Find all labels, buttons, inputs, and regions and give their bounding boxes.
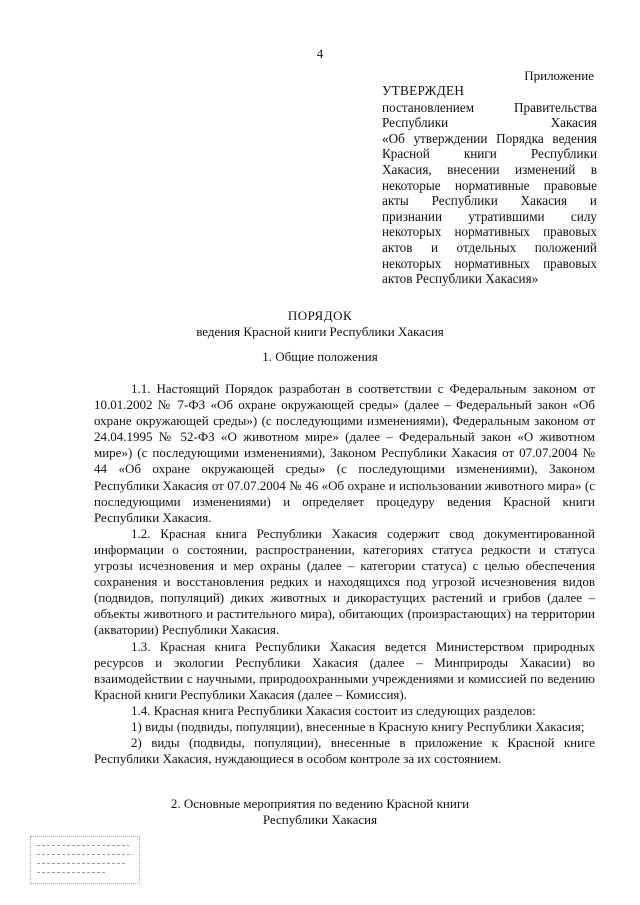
stamp-mark bbox=[30, 836, 140, 884]
section-2-title bbox=[0, 796, 640, 828]
document-title-block bbox=[0, 308, 640, 340]
section-1-title: 1. Общие положения bbox=[262, 349, 378, 364]
approval-line: некоторых нормативных правовых bbox=[382, 224, 597, 240]
paragraph-1-2: 1.2. Красная книга Республики Хакасия содержит свод документированной информации о состоянии, распространении, категориях статуса редкости и статуса угрозы исчезновения и мер охраны (далее – категории статуса) с целью обеспечения сохранения и восстановления редких и находящихся под угрозой исчезновения видов (подвидов, популяций) диких животных и дикорастущих растений и грибов (далее – объекты животного и растительного мира), обитающих (произрастающих) на территории (акватории) Республики Хакасия. bbox=[94, 525, 595, 638]
approval-line: некоторых нормативных правовых bbox=[382, 255, 597, 271]
paragraph-1-3: 1.3. Красная книга Республики Хакасия ведется Министерством природных ресурсов и экологии Республики Хакасия (далее – Минприроды Хакасии) во взаимодействии с научными, природоохранными учреждениями и комиссией по ведению Красной книги Республики Хакасия (далее – Комиссия). bbox=[94, 638, 595, 702]
paragraph-1-1: 1.1. Настоящий Порядок разработан в соответствии с Федеральным законом от 10.01.2002 № 7-ФЗ «Об охране окружающей среды» (далее – Федеральный закон «Об охране окружающей среды») (с последующими изменениями), Федеральным законом от 24.04.1995 № 52-ФЗ «О животном мире» (далее – Федеральный закон «О животном мире») (с последующими изменениями), Законом Республики Хакасия от 07.07.2004 № 44 «Об охране окружающей среды» (с последующими изменениями), Законом Республики Хакасия от 07.07.2004 № 46 «Об охране и использовании животного мира» (с последующими изменениями) и определяет процедуру ведения Красной книги Республики Хакасия. bbox=[94, 381, 595, 525]
approval-line: признании утратившими силу bbox=[382, 208, 597, 224]
approval-line: акты Республики Хакасия и bbox=[382, 193, 597, 209]
list-item-2: 2) виды (подвиды, популяции), внесенные в приложение к Красной книге Республики Хакасия, нуждающиеся в особом контроле за их состоянием. bbox=[94, 735, 595, 767]
paragraph-1-4: 1.4. Красная книга Республики Хакасия состоит из следующих разделов: bbox=[131, 702, 536, 718]
approval-line: Хакасия, внесении изменений в bbox=[382, 161, 597, 177]
section-1-body bbox=[94, 381, 595, 767]
document-subtitle: ведения Красной книги Республики Хакасия bbox=[196, 324, 444, 339]
appendix-label: Приложение bbox=[524, 68, 594, 83]
stamp-line bbox=[37, 872, 107, 873]
stamp-line bbox=[37, 854, 133, 855]
approval-line: «Об утверждении Порядка ведения bbox=[382, 130, 597, 146]
approved-label: УТВЕРЖДЕН bbox=[382, 83, 465, 98]
page-number: 4 bbox=[316, 46, 324, 61]
approval-line: постановлением Правительства bbox=[382, 99, 597, 115]
approval-line: актов Республики Хакасия» bbox=[382, 271, 539, 287]
stamp-line bbox=[37, 845, 129, 846]
approval-line: Республики Хакасия bbox=[382, 115, 597, 131]
document-title: ПОРЯДОК bbox=[287, 308, 353, 323]
approval-block bbox=[382, 83, 597, 287]
approval-line: некоторые нормативные правовые bbox=[382, 177, 597, 193]
section-2-title-line-1: 2. Основные мероприятия по ведению Красной книги bbox=[170, 796, 470, 811]
list-item-1: 1) виды (подвиды, популяции), внесенные в Красную книгу Республики Хакасия; bbox=[131, 718, 585, 734]
approval-line: актов и отдельных положений bbox=[382, 239, 597, 255]
stamp-line bbox=[37, 863, 127, 864]
section-2-title-line-2: Республики Хакасия bbox=[262, 812, 378, 827]
approval-line: Красной книги Республики bbox=[382, 146, 597, 162]
